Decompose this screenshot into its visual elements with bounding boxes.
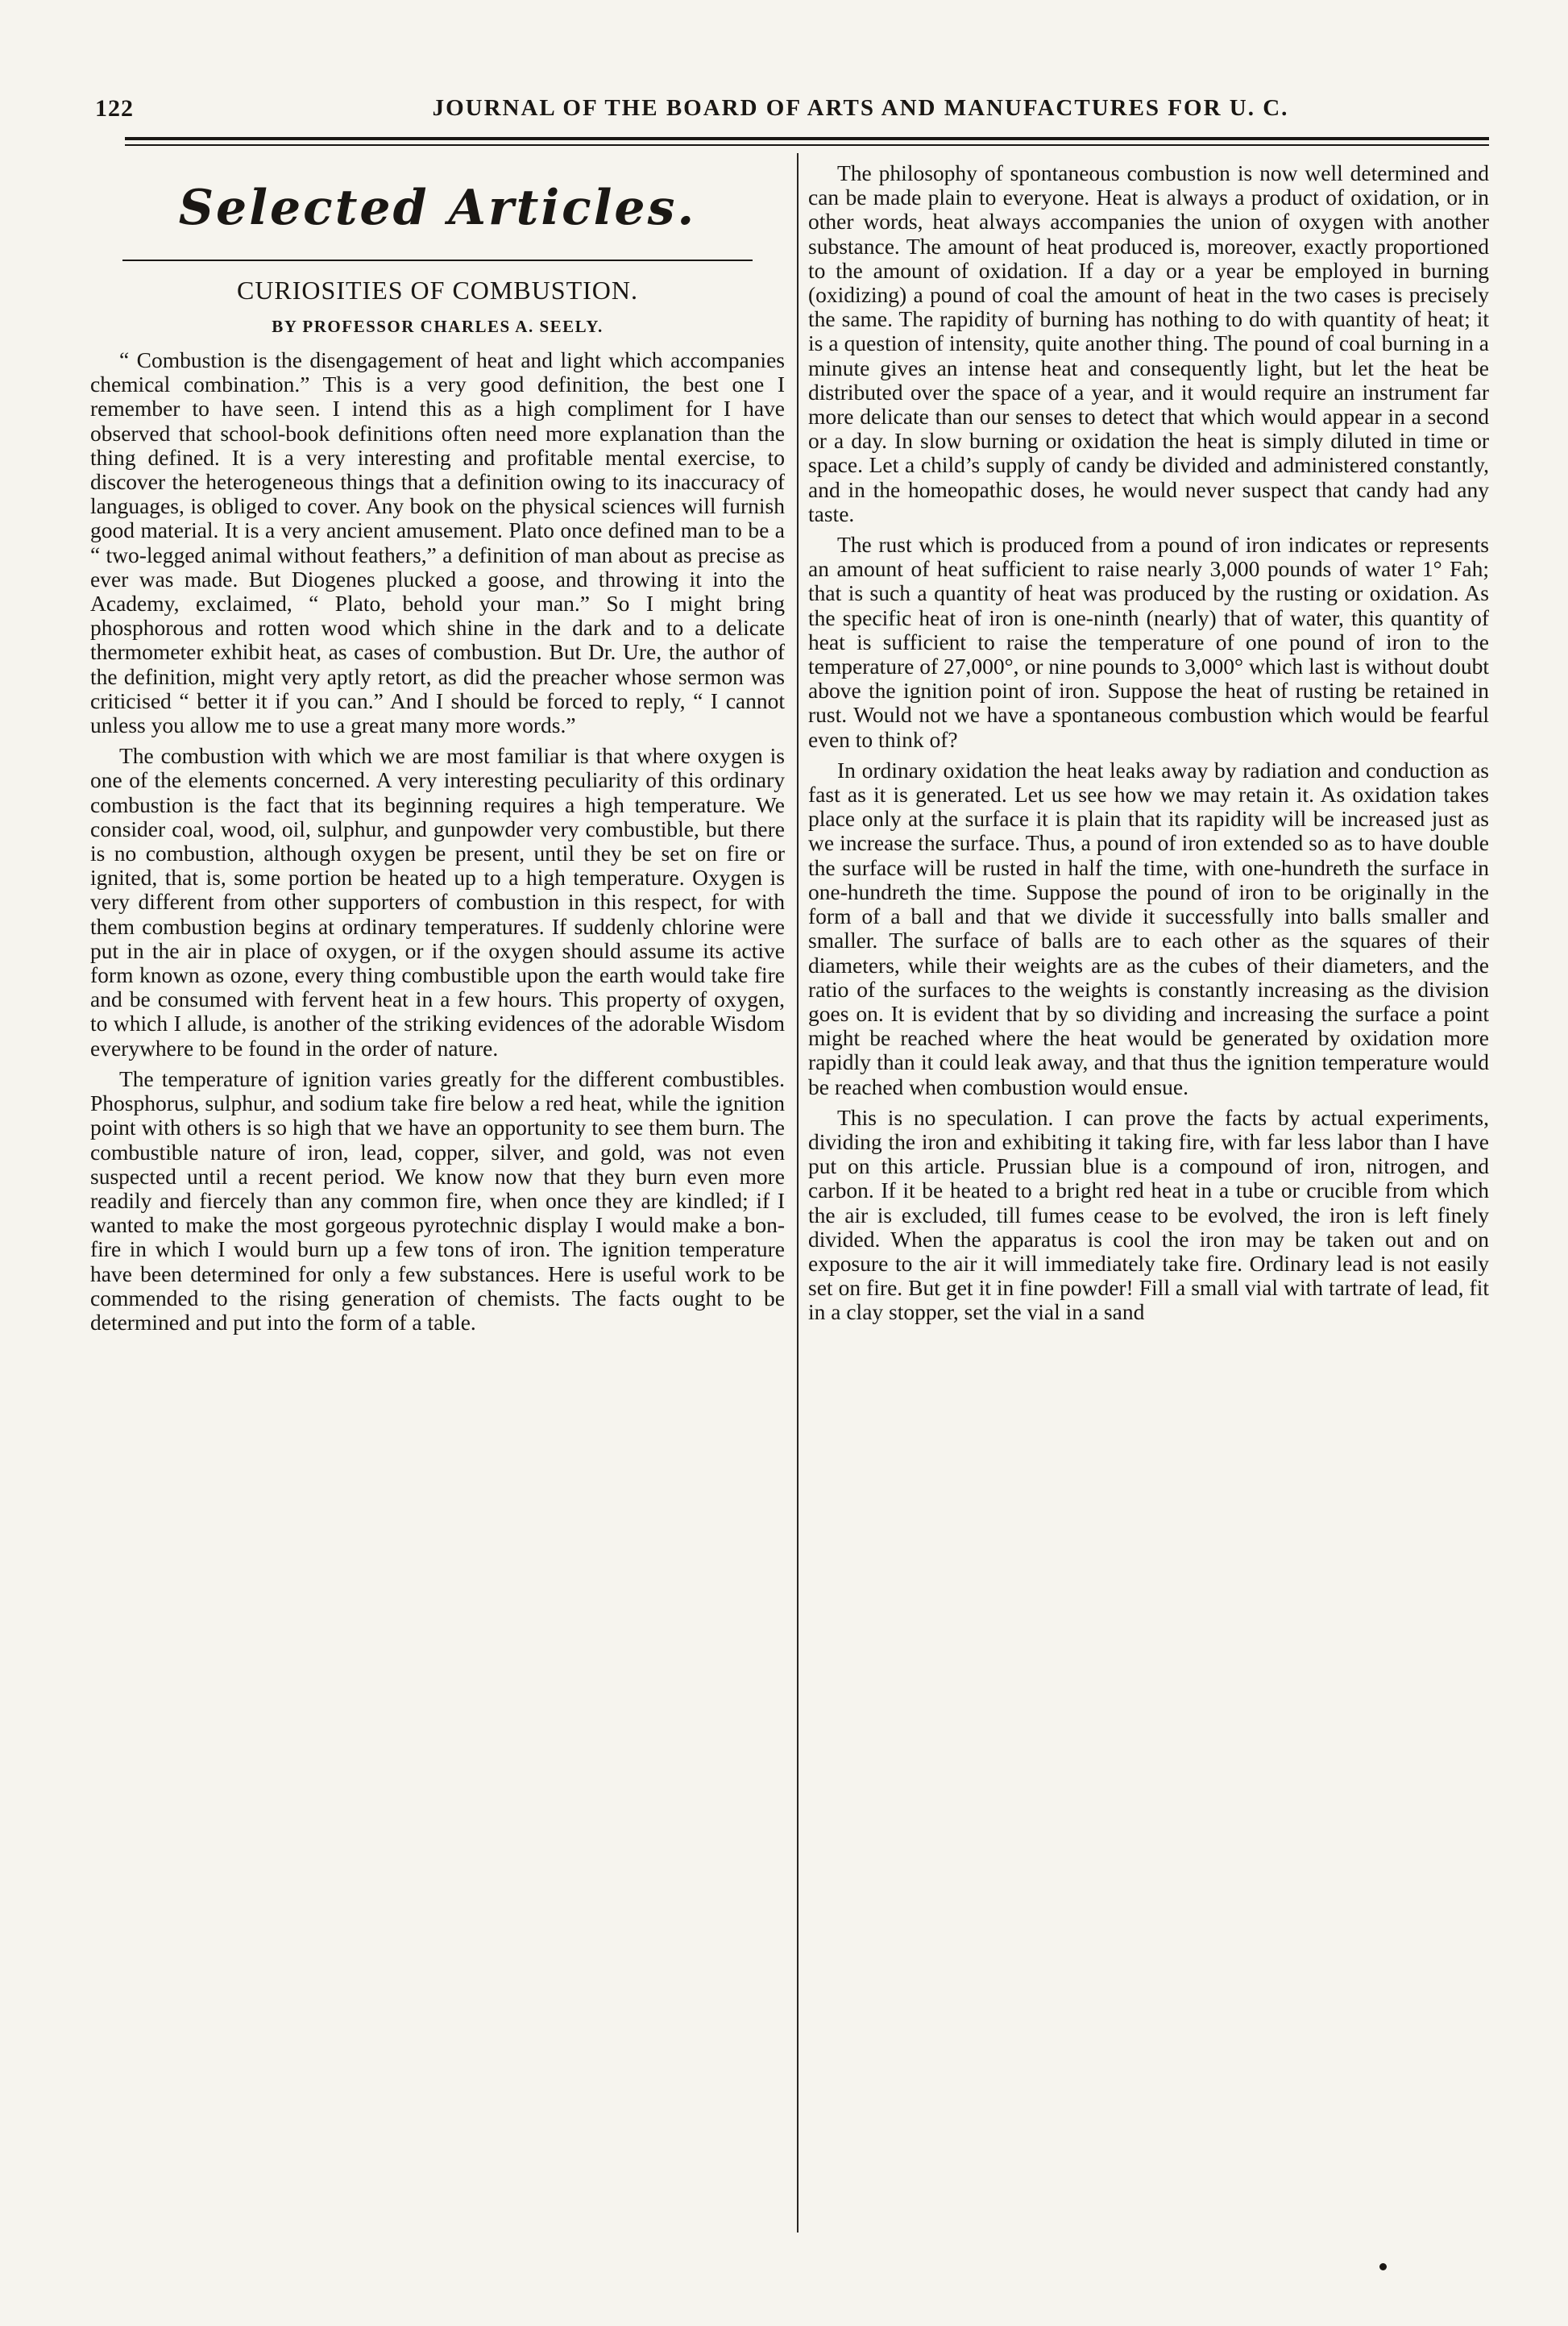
paragraph: This is no speculation. I can prove the facts by actual experiments, dividing the iron and exhibiting it taking fire, with far less labor than I have put on this article. Prussian blue is a compound of iron, nitrogen, and carbon. If it be heated to a bright red heat in a tube or crucible from which the air is excluded, till fumes cease to be evolved, the iron is left finely divided. When the apparatus is cool the iron may be taken out and on exposure to the air it will immediately take fire. Ordinary lead is not easily set on fire. But get it in fine powder! Fill a small vial with tartrate of lead, fit in a clay stopper, set the vial in a sand [808, 1104, 1489, 1325]
paragraph: In ordinary oxidation the heat leaks away by radiation and conduction as fast as it is generated. Let us see how we may retain it. As oxidation takes place only at the surface it is plain that its rapidity will be increased just as we increase the surface. Thus, a pound of iron extended so as to have double the surface will be rusted in half the time, with one-hundreth the surface in one-hundreth the time. Suppose the pound of iron to be originally in the form of a ball and that we divide it successfully into balls smaller and smaller. The surface of balls are to each other as the squares of their diameters, while their weights are as the cubes of their diameters, and the ratio of the surfaces to the weights is constantly increasing as the division goes on. It is evident that by so dividing and increasing the surface a point might be reached where the heat would be generated by oxidation more rapidly than it could leak away, and that thus the ignition temperature would be reached when combustion would ensue. [808, 757, 1489, 1099]
article-title: CURIOSITIES OF COMBUSTION. [236, 276, 639, 305]
article-byline: BY PROFESSOR CHARLES A. SEELY. [272, 317, 604, 336]
section-rule [122, 260, 753, 261]
left-column [90, 161, 785, 1335]
page-number: 122 [95, 95, 134, 122]
paragraph: The combustion with which we are most familiar is that where oxygen is one of the elements concerned. A very interesting peculiarity of this ordinary combustion is the fact that its beginning requires a high temperature. We consider coal, wood, oil, sulphur, and gunpowder very combustible, but there is no combustion, although oxygen be present, until they be set on fire or ignited, that is, some portion be heated up to a high temperature. Oxygen is very different from other supporters of combustion in this respect, for with them combustion begins at ordinary temperatures. If suddenly chlorine were put in the air in place of oxygen, or if the oxygen should assume its active form known as ozone, every thing combustible upon the earth would take fire and be consumed with fervent heat in a few hours. This property of oxygen, to which I allude, is another of the striking evidences of the adorable Wisdom everywhere to be found in the order of nature. [90, 743, 785, 1061]
paragraph: The temperature of ignition varies greatly for the different combustibles. Phosphorus, sulphur, and sodium take fire below a red heat, while the ignition point with others is so high that we have an opportunity to see them burn. The combustible nature of iron, lead, copper, silver, and gold, was not even suspected until a recent period. We know now that they burn even more readily and fiercely than any common fire, when once they are kindled; if I wanted to make the most gorgeous pyrotechnic display I would make a bon-fire in which I would burn up a few tons of iron. The ignition temperature have been determined for only a few substances. Here is useful work to be commended to the rising generation of chemists. The facts ought to be determined and put into the form of a table. [90, 1065, 785, 1335]
paragraph: The rust which is produced from a pound of iron indicates or represents an amount of heat sufficient to raise nearly 3,000 pounds of water 1° Fah; that is such a quantity of heat was produced by the rusting or oxidation. As the specific heat of iron is one-ninth (nearly) that of water, this quantity of heat is sufficient to raise the temperature of one pound of iron to the temperature of 27,000°, or nine pounds to 3,000° which last is without doubt above the ignition point of iron. Suppose the heat of rusting be retained in rust. Would not we have a spontaneous combustion which would be fearful even to think of? [808, 532, 1489, 752]
page-header [95, 95, 1481, 135]
header-rule-thin [125, 144, 1489, 146]
paragraph: The philosophy of spontaneous combustion is now well determined and can be made plain to everyone. Heat is always a product of oxidation, or in other words, heat always accompanies the union of oxygen with another substance. The amount of heat produced is, moreover, exactly proportioned to the amount of oxidation. If a day or a year be employed in burning (oxidizing) a pound of coal the amount of heat in the two cases is precisely the same. The rapidity of burning has nothing to do with quantity of heat; it is a question of intensity, quite another thing. The pound of coal burning in a minute gives an intense heat and consequently light, but let the heat be distributed over the space of a year, and it would require an instrument far more delicate than our senses to detect that which would appear in a second or a day. In slow burning or oxidation the heat is simply diluted in time or space. Let a child’s supply of candy be divided and administered constantly, and in the homeopathic doses, he would never suspect that candy had any taste. [808, 160, 1489, 526]
column-divider [797, 153, 799, 2233]
running-title: JOURNAL OF THE BOARD OF ARTS AND MANUFACTURES FOR U. C. [432, 95, 1289, 121]
ink-mark [1379, 2263, 1387, 2270]
right-column [808, 161, 1489, 1325]
section-heading: Selected Articles. [178, 180, 697, 236]
header-rule [125, 137, 1489, 140]
paragraph: “ Combustion is the disengagement of heat and light which accompanies chemical combination.” This is a very good definition, the best one I remember to have seen. I intend this as a high compliment for I have observed that school-book definitions often need more explanation than the thing defined. It is a very interesting and profitable mental exercise, to discover the heterogeneous things that a definition owing to its inaccuracy of languages, is obliged to cover. Any book on the physical sciences will furnish good material. It is a very ancient amusement. Plato once defined man to be a “ two-legged animal without feathers,” a definition of man about as precise as ever was made. But Diogenes plucked a goose, and throwing it into the Academy, exclaimed, “ Plato, behold your man.” So I might bring phosphorous and rotten wood which shine in the dark and to a delicate thermometer exhibit heat, as cases of combustion. But Dr. Ure, the author of the definition, might very aptly retort, as did the preacher whose sermon was criticised “ better it if you can.” And I should be forced to reply, “ I cannot unless you allow me to use a great many more words.” [90, 347, 785, 738]
